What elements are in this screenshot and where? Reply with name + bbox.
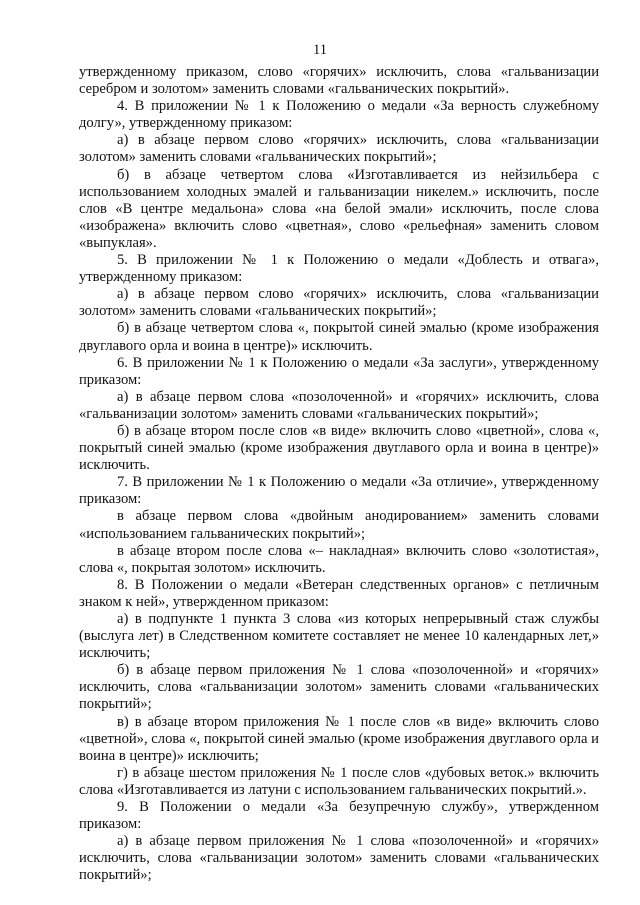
paragraph: 5. В приложении № 1 к Положению о медали «Доблесть и отвага», утвержденному приказом: [79,252,599,286]
paragraph: б) в абзаце четвертом слова «Изготавливается из нейзильбера с использованием холодных эмалей и гальванизации никелем.» исключить, после слов «В центре медальона» слова «на белой эмали» исключить, после слова «изображена» включить слово «цветная», слово «рельефная» заменить словом «выпуклая». [79,166,599,251]
paragraph: а) в абзаце первом слово «горячих» исключить, слова «гальванизации золотом» заменить словами «гальванических покрытий»; [79,132,599,166]
paragraph: б) в абзаце втором после слов «в виде» включить слово «цветной», слова «, покрытый синей эмалью (кроме изображения двуглавого орла и воина в центре)» исключить. [79,422,599,474]
paragraph: б) в абзаце четвертом слова «, покрытой синей эмалью (кроме изображения двуглавого орла и воина в центре)» исключить. [79,320,599,354]
paragraph: а) в абзаце первом слово «горячих» исключить, слова «гальванизации золотом» заменить словами «гальванических покрытий»; [79,286,599,320]
paragraph: 7. В приложении № 1 к Положению о медали «За отличие», утвержденному приказом: [79,474,599,508]
paragraph: а) в абзаце первом слова «позолоченной» и «горячих» исключить, слова «гальванизации золотом» заменить словами «гальванических покрытий»; [79,388,599,422]
paragraph: в абзаце первом слова «двойным анодированием» заменить словами «использованием гальванических покрытий»; [79,508,599,542]
paragraph: б) в абзаце первом приложения № 1 слова «позолоченной» и «горячих» исключить, слова «гальванизации золотом» заменить словами «гальванических покрытий»; [79,662,599,713]
paragraph: 6. В приложении № 1 к Положению о медали «За заслуги», утвержденному приказом: [79,354,599,388]
paragraph: г) в абзаце шестом приложения № 1 после слов «дубовых веток.» включить слова «Изготавливается из латуни с использованием гальванических покрытий.». [79,764,599,798]
paragraph: а) в абзаце первом приложения № 1 слова «позолоченной» и «горячих» исключить, слова «гальванизации золотом» заменить словами «гальванических покрытий»; [79,833,599,884]
document-body [79,64,599,885]
paragraph: утвержденному приказом, слово «горячих» исключить, слова «гальванизации серебром и золотом» заменить словами «гальванических покрытий». [79,64,599,98]
paragraph: 8. В Положении о медали «Ветеран следственных органов» с петличным знаком к ней», утвержденном приказом: [79,576,599,610]
paragraph: в абзаце втором после слова «– накладная» включить слово «золотистая», слова «, покрытая золотом» исключить. [79,542,599,576]
page-number: 11 [312,42,328,58]
paragraph: 9. В Положении о медали «За безупречную службу», утвержденном приказом: [79,799,599,833]
paragraph: 4. В приложении № 1 к Положению о медали «За верность служебному долгу», утвержденному приказом: [79,98,599,132]
paragraph: в) в абзаце втором приложения № 1 после слов «в виде» включить слово «цветной», слова «, покрытой синей эмалью (кроме изображения двуглавого орла и воина в центре)» исключить; [79,713,599,764]
paragraph: а) в подпункте 1 пункта 3 слова «из которых непрерывный стаж службы (выслуга лет) в Следственном комитете составляет не менее 10 календарных лет,» исключить; [79,611,599,662]
